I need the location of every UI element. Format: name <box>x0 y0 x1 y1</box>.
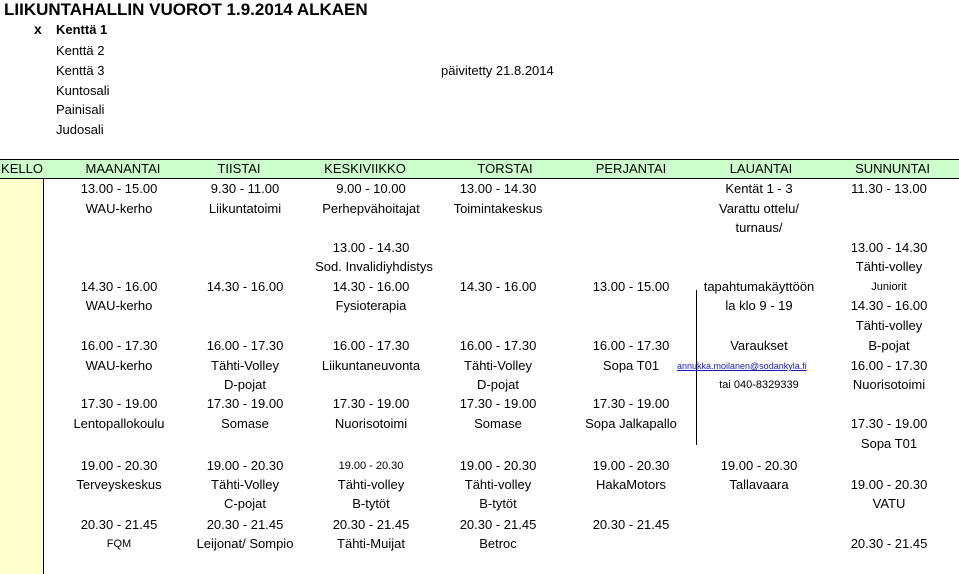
schedule-cell: FQM <box>106 538 132 550</box>
schedule-cell: Nuorisotoimi <box>852 377 926 392</box>
header-maanantai: MAANANTAI <box>85 161 161 176</box>
schedule-cell: 17.30 - 19.00 <box>459 396 537 411</box>
kello-column <box>0 179 44 574</box>
schedule-cell: Lentopallokoulu <box>73 416 165 431</box>
contact-email-text[interactable]: annukka.moilanen@sodankyla.fi <box>677 361 807 371</box>
schedule-cell: Somase <box>474 416 522 431</box>
schedule-cell: Sod. Invalidiyhdistys <box>315 259 433 274</box>
schedule-cell: Nuorisotoimi <box>334 416 408 431</box>
schedule-cell: 17.30 - 19.00 <box>850 416 928 431</box>
schedule-cell: 13.00 - 14.30 <box>850 240 928 255</box>
venue-kuntosali[interactable]: Kuntosali <box>56 83 110 98</box>
schedule-cell: tapahtumakäyttöön <box>703 279 815 294</box>
header-keskiviikko: KESKIVIIKKO <box>324 161 406 176</box>
contact-email-link[interactable] <box>677 356 825 376</box>
schedule-cell: 19.00 - 20.30 <box>720 458 798 473</box>
schedule-cell: 19.00 - 20.30 <box>80 458 158 473</box>
schedule-cell: 13.00 - 14.30 <box>332 240 410 255</box>
venue-judosali[interactable]: Judosali <box>56 122 104 137</box>
schedule-cell: Juniorit <box>871 281 907 293</box>
schedule-cell: WAU-kerho <box>85 298 153 313</box>
schedule-cell: 19.00 - 20.30 <box>850 477 928 492</box>
schedule-cell: 11.30 - 13.00 <box>851 181 927 196</box>
schedule-cell: 16.00 - 17.30 <box>459 338 537 353</box>
schedule-cell: Tähti-Volley <box>211 358 279 373</box>
schedule-cell: Perhepvähoitajat <box>322 201 420 216</box>
schedule-cell: la klo 9 - 19 <box>725 298 793 313</box>
venue-kentta-1[interactable]: Kenttä 1 <box>56 22 108 37</box>
header-perjantai: PERJANTAI <box>595 161 667 176</box>
schedule-cell: C-pojat <box>224 496 266 511</box>
schedule-cell: HakaMotors <box>595 477 667 492</box>
schedule-cell: Liikuntatoimi <box>208 201 282 216</box>
schedule-cell: Sopa T01 <box>602 358 660 373</box>
schedule-cell: Varattu ottelu/ <box>719 201 799 216</box>
venue-kentta-3[interactable]: Kenttä 3 <box>56 63 105 78</box>
schedule-cell: 16.00 - 17.30 <box>332 338 410 353</box>
schedule-cell: 19.00 - 20.30 <box>592 458 670 473</box>
schedule-cell: Sopa Jalkapallo <box>585 416 677 431</box>
contact-phone: tai 040-8329339 <box>719 379 799 391</box>
schedule-cell: Toimintakeskus <box>453 201 543 216</box>
header-lauantai: LAUANTAI <box>729 161 793 176</box>
header-kello: KELLO <box>1 161 43 176</box>
schedule-cell: 20.30 - 21.45 <box>206 517 284 532</box>
schedule-cell: 20.30 - 21.45 <box>850 536 928 551</box>
header-torstai: TORSTAI <box>477 161 533 176</box>
schedule-cell: 9.30 - 11.00 <box>210 181 280 196</box>
schedule-cell: 19.00 - 20.30 <box>459 458 537 473</box>
schedule-cell: Kentät 1 - 3 <box>725 181 793 196</box>
schedule-cell: Tähti-Volley <box>464 358 532 373</box>
schedule-cell: 16.00 - 17.30 <box>80 338 158 353</box>
schedule-cell: Tähti-volley <box>855 318 923 333</box>
page-title: LIIKUNTAHALLIN VUOROT 1.9.2014 ALKAEN <box>4 0 368 19</box>
header-sunnuntai: SUNNUNTAI <box>855 161 930 176</box>
schedule-cell: 13.00 - 15.00 <box>80 181 158 196</box>
schedule-cell: 14.30 - 16.00 <box>206 279 284 294</box>
schedule-cell: Tähti-volley <box>855 259 923 274</box>
schedule-cell: 17.30 - 19.00 <box>80 396 158 411</box>
schedule-cell: Varaukset <box>730 338 788 353</box>
schedule-cell: 14.30 - 16.00 <box>332 279 410 294</box>
schedule-cell: Liikuntaneuvonta <box>321 358 421 373</box>
schedule-cell: B-tytöt <box>352 496 390 511</box>
schedule-cell: VATU <box>872 496 906 511</box>
schedule-cell: 17.30 - 19.00 <box>592 396 670 411</box>
schedule-cell: Sopa T01 <box>860 436 918 451</box>
schedule-cell: Somase <box>221 416 269 431</box>
updated-date: päivitetty 21.8.2014 <box>441 63 554 78</box>
schedule-cell: WAU-kerho <box>85 201 153 216</box>
schedule-cell: 20.30 - 21.45 <box>332 517 410 532</box>
schedule-cell: 17.30 - 19.00 <box>332 396 410 411</box>
venue-painisali[interactable]: Painisali <box>56 102 105 117</box>
schedule-cell: 13.00 - 15.00 <box>592 279 670 294</box>
schedule-cell: WAU-kerho <box>85 358 153 373</box>
schedule-cell: Tähti-Volley <box>211 477 279 492</box>
schedule-cell: 20.30 - 21.45 <box>459 517 537 532</box>
schedule-cell: Fysioterapia <box>335 298 407 313</box>
schedule-cell: Tähti-volley <box>464 477 532 492</box>
schedule-cell: 16.00 - 17.30 <box>206 338 284 353</box>
schedule-cell: turnaus/ <box>735 220 783 235</box>
schedule-cell: 17.30 - 19.00 <box>206 396 284 411</box>
schedule-cell: 20.30 - 21.45 <box>592 517 670 532</box>
schedule-cell: Terveyskeskus <box>76 477 162 492</box>
header-tiistai: TIISTAI <box>217 161 261 176</box>
schedule-cell: 19.00 - 20.30 <box>338 460 404 472</box>
schedule-cell: Tähti-volley <box>337 477 405 492</box>
schedule-cell: B-tytöt <box>479 496 517 511</box>
schedule-cell: 14.30 - 16.00 <box>459 279 537 294</box>
schedule-cell: Tähti-Muijat <box>337 536 405 551</box>
schedule-cell: D-pojat <box>224 377 266 392</box>
venue-kentta-2[interactable]: Kenttä 2 <box>56 43 105 58</box>
schedule-cell: 16.00 - 17.30 <box>850 358 928 373</box>
schedule-cell: 16.00 - 17.30 <box>592 338 670 353</box>
schedule-cell: 19.00 - 20.30 <box>206 458 284 473</box>
schedule-cell: 13.00 - 14.30 <box>459 181 537 196</box>
schedule-cell: Betroc <box>479 536 517 551</box>
schedule-cell: 20.30 - 21.45 <box>80 517 158 532</box>
schedule-cell: B-pojat <box>868 338 910 353</box>
schedule-cell: D-pojat <box>477 377 519 392</box>
schedule-cell: 14.30 - 16.00 <box>850 298 928 313</box>
selected-venue-mark: x <box>34 21 42 37</box>
schedule-cell: 14.30 - 16.00 <box>80 279 158 294</box>
schedule-cell: 9.00 - 10.00 <box>336 181 406 196</box>
schedule-cell: Tallavaara <box>729 477 789 492</box>
schedule-cell: Leijonat/ Sompio <box>196 536 294 551</box>
